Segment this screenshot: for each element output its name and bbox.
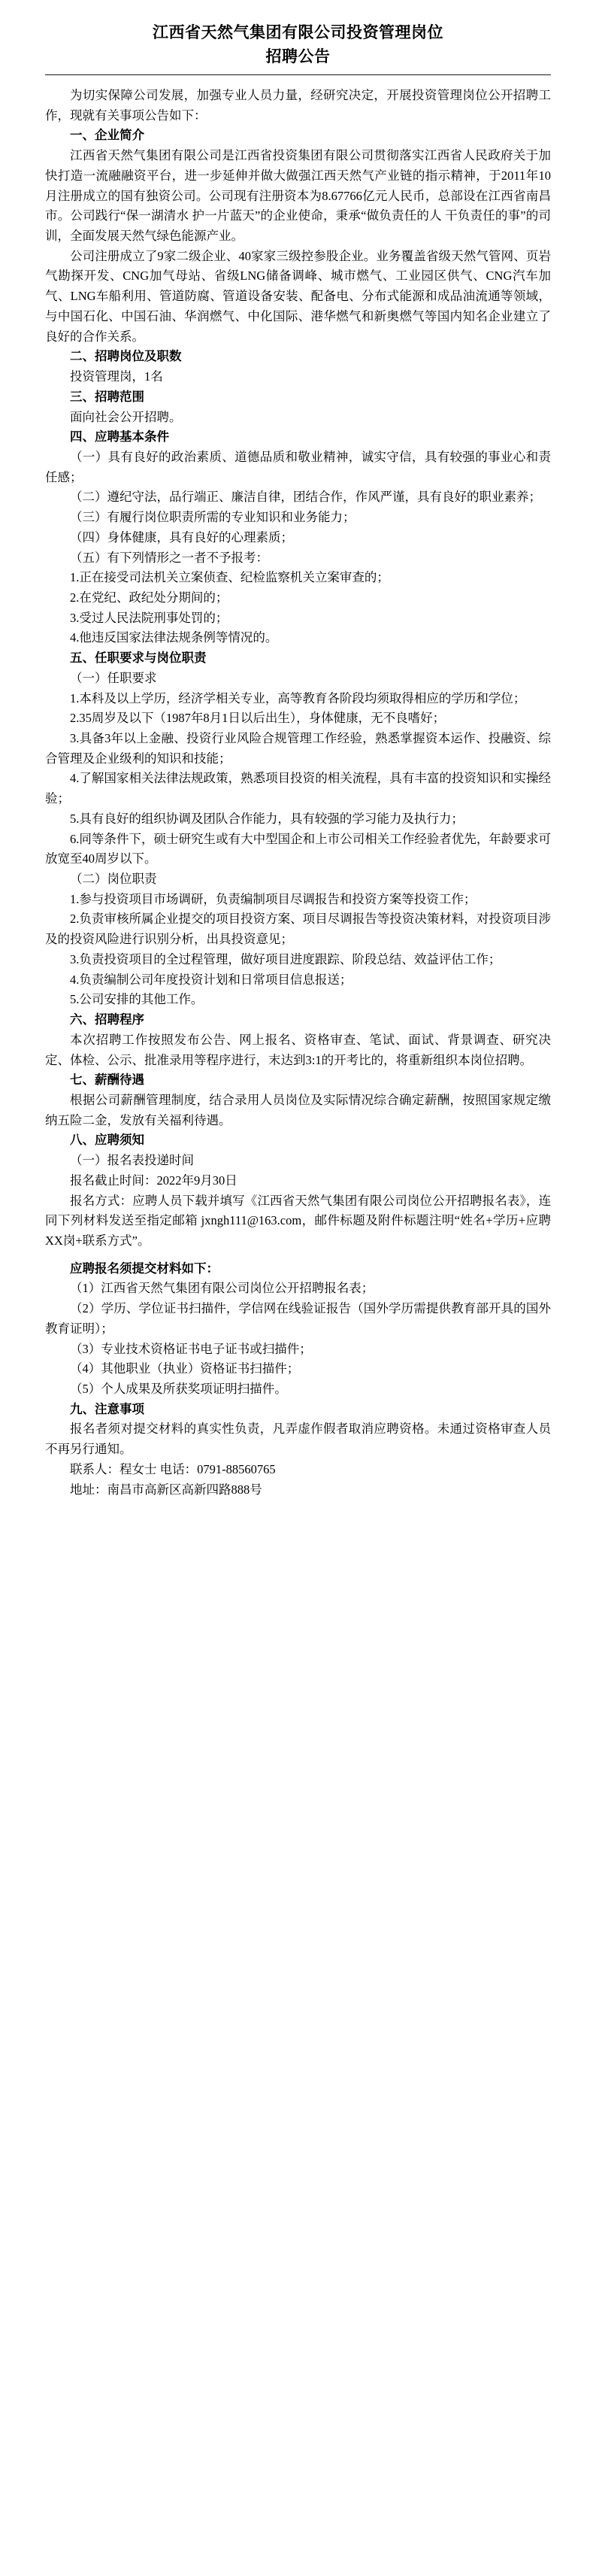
section-heading-scope: 三、招聘范围: [70, 389, 144, 404]
basic-requirement-exclusion-4: 4.他违反国家法律法规条例等情况的。: [70, 630, 278, 645]
procedure-detail: 本次招聘工作按照发布公告、网上报名、资格审查、笔试、面试、背景调查、研究决定、体检、公示、批准录用等程序进行，末达到3:1的开考比的，将重新组织本岗位招聘。: [45, 1032, 551, 1067]
intro-text: 为切实保障公司发展，加强专业人员力量，经研究决定，开展投资管理岗位公开招聘工作，现就有关事项公告如下：: [45, 88, 551, 123]
material-item-2: （2）学历、学位证书扫描件，学信网在线验证报告（国外学历需提供教育部开具的国外教育证明）；: [45, 1301, 551, 1336]
qualification-item-6: 6.同等条件下，硕士研究生或有大中型国企和上市公司相关工作经验者优先，年龄要求可放宽至40周岁以下。: [45, 831, 551, 866]
scope-detail: 面向社会公开招聘。: [70, 409, 182, 424]
section-heading-basic-requirements: 四、应聘基本条件: [70, 429, 169, 445]
section-heading-compensation: 七、薪酬待遇: [70, 1073, 144, 1088]
materials-heading: 应聘报名须提交材料如下：: [70, 1261, 219, 1276]
basic-requirement-item-3: （三）有履行岗位职责所需的专业知识和业务能力；: [70, 510, 355, 525]
positions-detail: 投资管理岗，1名: [70, 369, 163, 384]
basic-requirement-item-5: （五）有下列情形之一者不予报考：: [70, 550, 268, 565]
material-item-5: （5）个人成果及所获奖项证明扫描件。: [70, 1382, 287, 1396]
qualification-item-5: 5.具有良好的组织协调及团队合作能力，具有较强的学习能力及执行力；: [70, 811, 464, 826]
application-deadline: 报名截止时间：2022年9月30日: [70, 1173, 237, 1188]
page-title: [45, 21, 551, 68]
application-method: 报名方式：应聘人员下载并填写《江西省天然气集团有限公司岗位公开招聘报名表》，连同下列材料发送至指定邮箱 jxngh111@163.com，邮件标题及附件标题注明“姓名+学历+应聘XX岗+联系方式”。: [45, 1193, 551, 1248]
section-heading-positions: 二、招聘岗位及职数: [70, 349, 182, 364]
section-heading-application-notes: 八、应聘须知: [70, 1133, 144, 1148]
qualification-item-1: 1.本科及以上学历，经济学相关专业，高等教育各阶段均须取得相应的学历和学位；: [70, 690, 526, 705]
company-intro-paragraph-2: 公司注册成立了9家二级企业、40家家三级控参股企业。业务覆盖省级天然气管网、页岩气勘探开发、CNG加气母站、省级LNG储备调峰、城市燃气、工业园区供气、CNG汽车加气、LNG车船利用、管道防腐、管道设备安装、配备电、分布式能源和成品油流通等领域，与中国石化、中国石油、华润燃气、中化国际、港华燃气和新奥燃气等国内知名企业建立了良好的合作关系。: [45, 248, 551, 344]
qualification-item-2: 2.35周岁及以下（1987年8月1日以后出生），身体健康，无不良嗜好；: [70, 711, 446, 726]
notice-detail: 报名者须对提交材料的真实性负责，凡弄虚作假者取消应聘资格。未通过资格审查人员不再另行通知。: [45, 1422, 551, 1457]
basic-requirement-exclusion-2: 2.在党纪、政纪处分期间的；: [70, 590, 228, 605]
page-title-line1: 江西省天然气集团有限公司投资管理岗位: [153, 23, 443, 41]
duty-item-1: 1.参与投资项目市场调研，负责编制项目尽调报告和投资方案等投资工作；: [70, 891, 476, 906]
section-heading-procedure: 六、招聘程序: [70, 1012, 144, 1027]
duty-item-4: 4.负责编制公司年度投资计划和日常项目信息报送；: [70, 972, 352, 987]
material-item-3: （3）专业技术资格证书电子证书或扫描件；: [70, 1341, 312, 1356]
duty-item-3: 3.负责投资项目的全过程管理，做好项目进度跟踪、阶段总结、效益评估工作；: [70, 951, 501, 966]
basic-requirement-item-1: （一）具有良好的政治素质、道德品质和敬业精神，诚实守信，具有较强的事业心和责任感；: [45, 449, 551, 484]
subheading-qualifications: （一）任职要求: [70, 670, 157, 685]
duty-item-5: 5.公司安排的其他工作。: [70, 992, 204, 1007]
page-title-line2: 招聘公告: [265, 47, 331, 65]
basic-requirement-item-2: （二）遵纪守法，品行端正、廉洁自律，团结合作，作风严谨，具有良好的职业素养；: [70, 490, 541, 505]
contact-person: 联系人：程女士 电话：0791-88560765: [70, 1461, 276, 1476]
contact-address: 地址：南昌市高新区高新四路888号: [70, 1482, 262, 1497]
qualification-item-4: 4.了解国家相关法律法规政策，熟悉项目投资的相关流程，具有丰富的投资知识和实操经验；: [45, 771, 551, 806]
basic-requirement-exclusion-1: 1.正在接受司法机关立案侦查、纪检监察机关立案审查的；: [70, 570, 389, 585]
duty-item-2: 2.负责审核所属企业提交的项目投资方案、项目尽调报告等投资决策材料，对投资项目涉及的投资风险进行识别分析，出具投资意见；: [45, 912, 551, 947]
basic-requirement-exclusion-3: 3.受过人民法院刑事处罚的；: [70, 610, 228, 625]
qualification-item-3: 3.具备3年以上金融、投资行业风险合规管理工作经验，熟悉掌握资本运作、投融资、综合管理及企业级利的知识和技能；: [45, 731, 551, 766]
compensation-detail: 根据公司薪酬管理制度，结合录用人员岗位及实际情况综合确定薪酬，按照国家规定缴纳五险二金，发放有关福利待遇。: [45, 1092, 551, 1127]
company-intro-paragraph-1: 江西省天然气集团有限公司是江西省投资集团有限公司贯彻落实江西省人民政府关于加快打造一流融融资平台，进一步延伸并做大做强江西天然气产业链的指示精神，于2011年10月注册成立的国有独资公司。公司现有注册资本为8.67766亿元人民币，总部设在江西省南昌市。公司践行“保一湖清水 护一片蓝天”的企业使命，秉承“做负责任的人 干负责任的事”的司训，全面发展天然气绿色能源产业。: [45, 148, 551, 244]
section-heading-job-requirements: 五、任职要求与岗位职责: [70, 651, 207, 666]
material-item-1: （1）江西省天然气集团有限公司岗位公开招聘报名表；: [70, 1281, 374, 1296]
subheading-application-deadline: （一）报名表投递时间: [70, 1153, 194, 1168]
material-item-4: （4）其他职业（执业）资格证书扫描件；: [70, 1361, 300, 1376]
section-heading-company-intro: 一、企业简介: [70, 128, 144, 143]
basic-requirement-item-4: （四）身体健康，具有良好的心理素质；: [70, 529, 293, 545]
section-heading-notices: 九、注意事项: [70, 1401, 144, 1416]
title-divider: [45, 74, 551, 75]
subheading-duties: （二）岗位职责: [70, 872, 157, 887]
